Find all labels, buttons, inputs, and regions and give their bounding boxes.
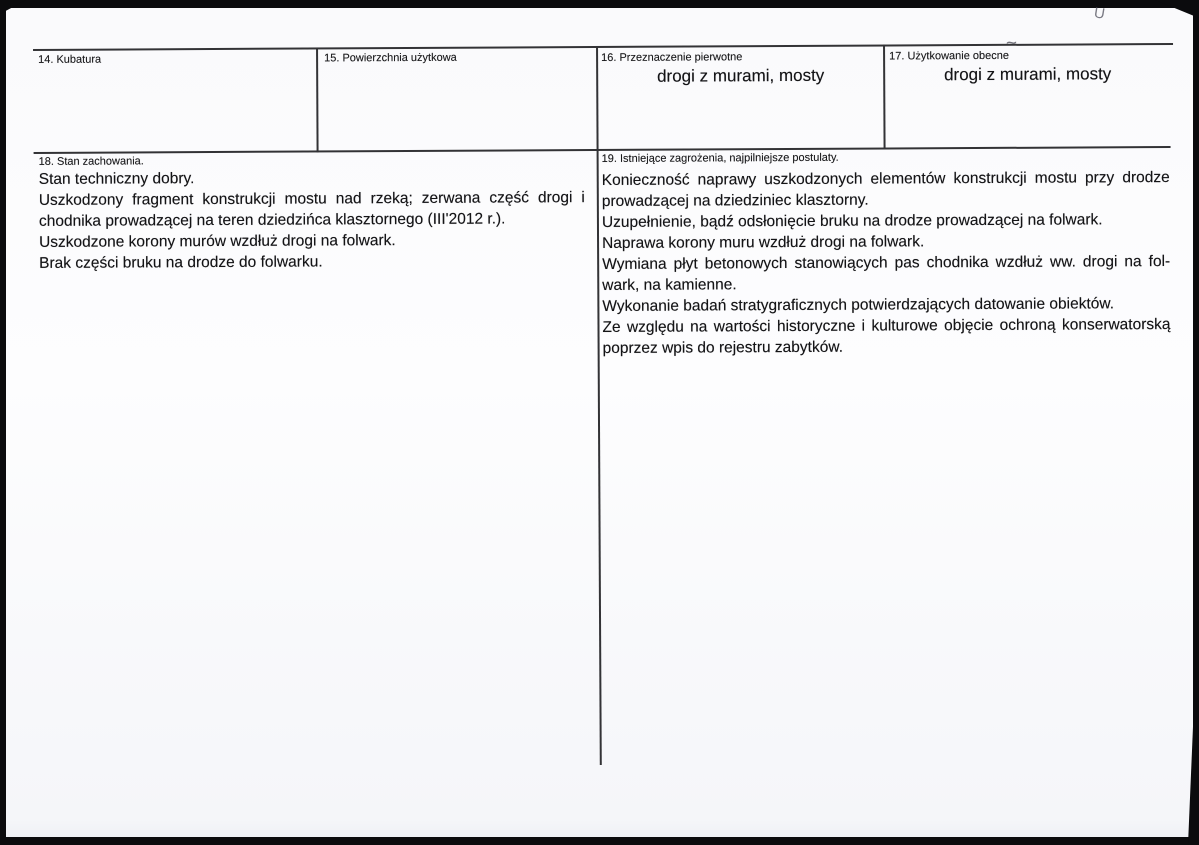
field-15-value xyxy=(324,70,589,71)
field-19-text xyxy=(602,167,1171,359)
field-19-paragraph: Uzupełnienie, bądź odsłonięcie bruku na drodze prowadzącej na folwark. xyxy=(601,211,1103,231)
field-19-paragraph: Wymiana płyt betonowych stanowiących pas chodnika wzdłuż ww. drogi na fol-wark, na kamienne. xyxy=(602,253,1171,294)
field-19-paragraph: Naprawa korony muru wzdłuż drogi na folwark. xyxy=(602,233,925,252)
field-19-paragraph: Ze względu na wartości historyczne i kulturowe objęcie ochroną konserwatorską poprzez wpis do rejestru zabytków. xyxy=(602,316,1171,357)
field-16-value: drogi z murami, mosty xyxy=(657,65,825,86)
field-17-label: 17. Użytkowanie obecne xyxy=(889,49,1009,63)
field-19-label: 19. Istniejące zagrożenia, najpilniejsze postulaty. xyxy=(601,151,839,165)
field-16-label: 16. Przeznaczenie pierwotne xyxy=(601,51,743,64)
divider-field16-field17 xyxy=(883,44,886,149)
divider-field14-field15 xyxy=(316,47,319,152)
field-19-paragraph: Konieczność naprawy uszkodzonych elementów konstrukcji mostu przy drodze prowadzącej na dziedziniec klasztorny. xyxy=(601,169,1170,210)
field-14-label: 14. Kubatura xyxy=(38,53,102,66)
field-18-label: 18. Stan zachowania. xyxy=(38,155,144,168)
field-18-paragraph: Uszkodzony fragment konstrukcji mostu nad rzeką; zerwana część drogi i chodnika prowadzącej na teren dziedzińca klasztornego (III'2012 r.). xyxy=(38,189,585,230)
field-19-paragraph: Wykonanie badań stratygraficznych potwierdzających datowanie obiektów. xyxy=(602,295,1115,315)
field-18-paragraph: Brak części bruku na drodze do folwarku. xyxy=(39,253,323,272)
field-18-paragraph: Uszkodzone korony murów wzdłuż drogi na folwark. xyxy=(39,232,396,251)
field-17-value: drogi z murami, mosty xyxy=(944,64,1112,85)
field-14-value xyxy=(40,72,310,73)
pen-mark-u: U xyxy=(1092,4,1107,23)
field-18-text xyxy=(39,166,586,274)
field-18-paragraph: Stan techniczny dobry. xyxy=(38,170,195,188)
field-15-label: 15. Powierzchnia użytkowa xyxy=(324,51,457,65)
